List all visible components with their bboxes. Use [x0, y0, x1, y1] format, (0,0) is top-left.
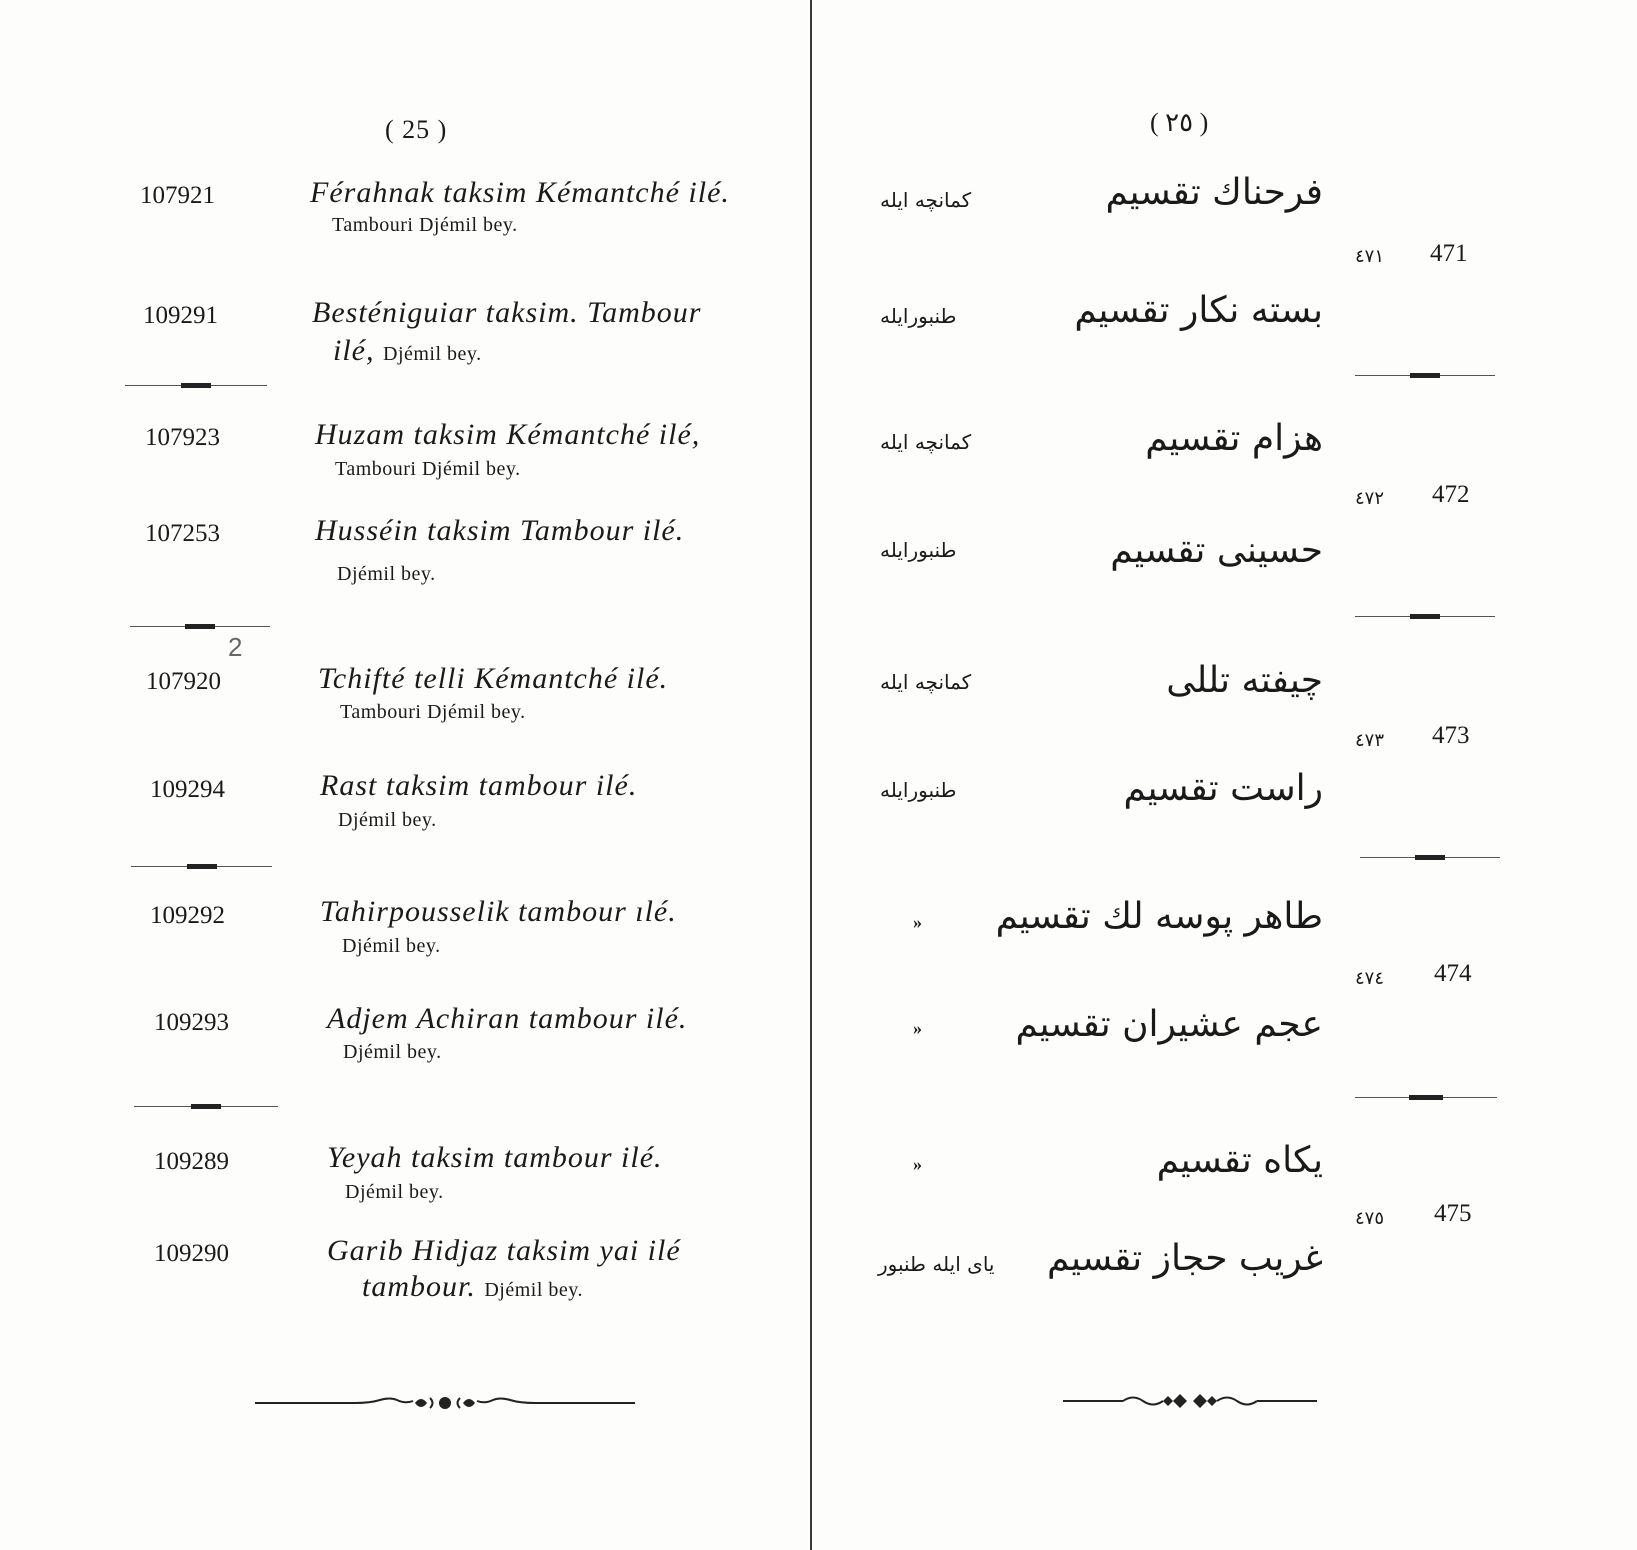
entry-title: Tchifté telli Kémantché ilé. — [318, 662, 669, 695]
arabic-title: بسته نكار تقسيم — [1074, 290, 1323, 331]
record-number: 475 — [1434, 1200, 1472, 1227]
record-number-arabic: ٤٧١ — [1355, 246, 1385, 267]
section-divider — [1355, 1097, 1497, 1098]
record-number: 471 — [1430, 240, 1468, 267]
entry-artist: Djémil bey. — [343, 1041, 442, 1063]
section-divider — [130, 626, 270, 627]
entry-artist: Tambouri Djémil bey. — [340, 701, 526, 723]
entry-title: Garib Hidjaz taksim yai ilé — [327, 1234, 681, 1267]
left-page-number: ( 25 ) — [385, 115, 448, 144]
right-page-number: ( ٢٥ ) — [1150, 108, 1209, 137]
catalog-number: 107253 — [145, 520, 220, 547]
record-number: 473 — [1432, 722, 1470, 749]
entry-artist: Djémil bey. — [345, 1181, 444, 1203]
instrument-label: كمانچه ايله — [880, 670, 972, 694]
arabic-title: چيفته تللی — [1166, 660, 1323, 701]
record-number-arabic: ٤٧٣ — [1355, 730, 1385, 751]
tailpiece-ornament — [1063, 1388, 1317, 1414]
catalog-number: 109291 — [143, 302, 218, 329]
entry-title: Férahnak taksim Kémantché ilé. — [310, 176, 730, 209]
record-number: 474 — [1434, 960, 1472, 987]
arabic-title: راست تقسيم — [1123, 768, 1323, 809]
instrument-label: طنبورايله — [880, 778, 957, 802]
entry-title-continued: ilé, Djémil bey. — [333, 334, 482, 367]
entry-artist: Djémil bey. — [383, 343, 482, 365]
handwritten-annotation: 2 — [228, 632, 243, 662]
entry-artist: Tambouri Djémil bey. — [332, 214, 518, 236]
record-number-arabic: ٤٧٤ — [1355, 968, 1385, 989]
arabic-title: طاهر پوسه لك تقسيم — [995, 896, 1323, 937]
entry-title: Adjem Achiran tambour ilé. — [327, 1002, 688, 1035]
section-divider — [1360, 857, 1500, 858]
catalog-number: 109293 — [154, 1009, 229, 1036]
entry-artist: Djémil bey. — [342, 935, 441, 957]
entry-title: Besténiguiar taksim. Tambour — [312, 296, 702, 329]
ditto-mark: » — [913, 1018, 922, 1038]
arabic-title: فرحناك تقسيم — [1105, 172, 1323, 213]
catalog-number: 107920 — [146, 668, 221, 695]
record-number-arabic: ٤٧٥ — [1355, 1208, 1385, 1229]
arabic-title: هزام تقسيم — [1145, 418, 1323, 459]
entry-title: Yeyah taksim tambour ilé. — [327, 1141, 663, 1174]
page-gutter — [810, 0, 812, 1550]
record-number-arabic: ٤٧٢ — [1355, 488, 1385, 509]
entry-title: Husséin taksim Tambour ilé. — [315, 514, 685, 547]
arabic-title: غريب حجاز تقسيم — [1047, 1238, 1323, 1279]
instrument-label: كمانچه ايله — [880, 188, 972, 212]
arabic-title: حسينی تقسيم — [1110, 530, 1323, 571]
arabic-title: يكاه تقسيم — [1156, 1140, 1323, 1181]
entry-title: Rast taksim tambour ilé. — [320, 769, 638, 802]
catalog-number: 107923 — [145, 424, 220, 451]
section-divider — [1355, 616, 1495, 617]
instrument-label: طنبورايله — [880, 538, 957, 562]
instrument-label: كمانچه ايله — [880, 430, 972, 454]
instrument-label: طنبورايله — [880, 304, 957, 328]
entry-artist: Djémil bey. — [337, 563, 436, 585]
entry-title: Huzam taksim Kémantché ilé, — [315, 418, 701, 451]
entry-title: Tahirpousselik tambour ılé. — [320, 895, 677, 928]
entry-artist: Tambouri Djémil bey. — [335, 458, 521, 480]
ditto-mark: » — [913, 1154, 922, 1174]
entry-title-continued: tambour. Djémil bey. — [362, 1270, 583, 1303]
section-divider — [131, 866, 272, 867]
ditto-mark: » — [913, 912, 922, 932]
tailpiece-ornament — [255, 1390, 635, 1416]
section-divider — [125, 385, 267, 386]
catalog-number: 109294 — [150, 776, 225, 803]
section-divider — [1355, 375, 1495, 376]
catalog-number: 109289 — [154, 1148, 229, 1175]
section-divider — [134, 1106, 278, 1107]
catalog-number: 109290 — [154, 1240, 229, 1267]
entry-artist: Djémil bey. — [338, 809, 437, 831]
arabic-title: عجم عشيران تقسيم — [1015, 1004, 1323, 1045]
entry-artist: Djémil bey. — [484, 1279, 583, 1301]
record-number: 472 — [1432, 481, 1470, 508]
instrument-label: يای ايله طنبور — [878, 1252, 995, 1276]
catalog-number: 107921 — [140, 182, 215, 209]
catalog-number: 109292 — [150, 902, 225, 929]
